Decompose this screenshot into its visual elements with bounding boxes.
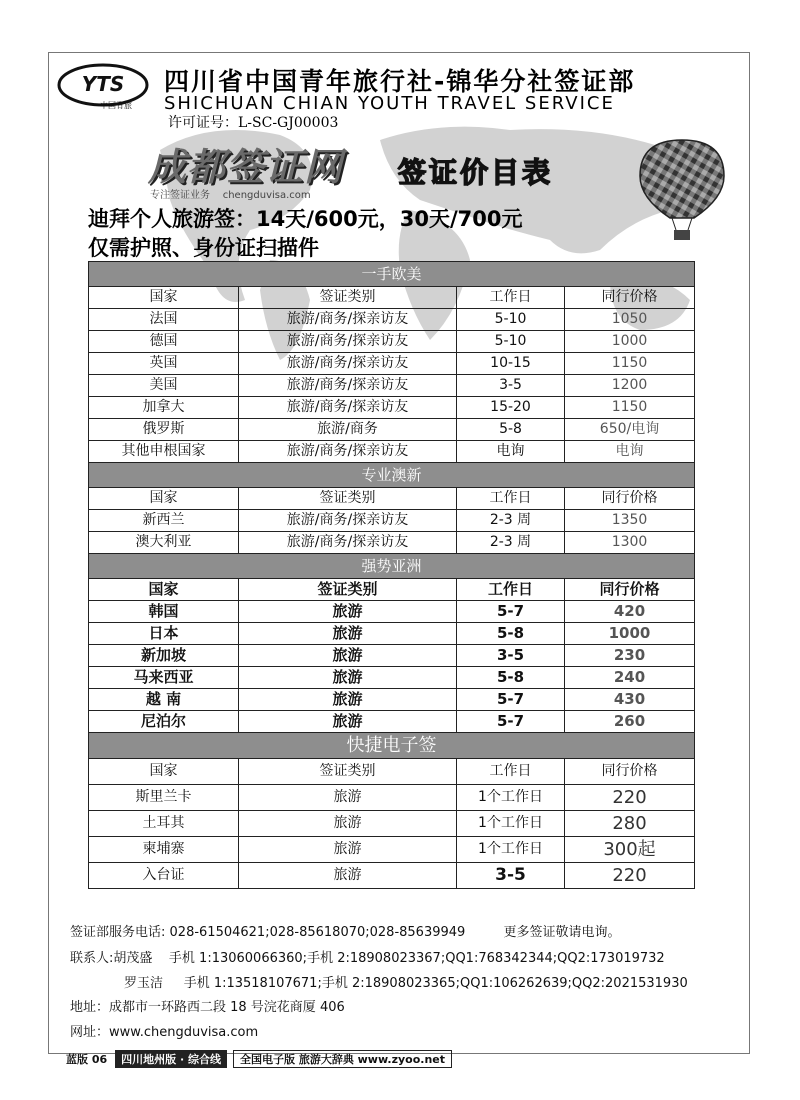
cell-work-days: 5-7: [457, 601, 565, 623]
table-row: [89, 601, 695, 623]
contact-1-detail[interactable]: 手机 1:13060066360;手机 2:18908023367;QQ1:768342344;QQ2:173019732: [168, 951, 665, 966]
cell-work-days: 电询: [457, 441, 565, 463]
cell-work-days: 3-5: [457, 645, 565, 667]
cell-work-days: 2-3 周: [457, 510, 565, 532]
promo-requirement: 仅需护照、身份证扫描件: [88, 236, 319, 260]
cell-visa-type: 旅游: [239, 623, 457, 645]
table-row: [89, 689, 695, 711]
service-phone-line: [70, 921, 620, 940]
section-header-asia: [89, 554, 695, 579]
cell-price: 280: [565, 811, 695, 837]
section-title: 专业澳新: [89, 463, 695, 488]
cell-price: 220: [565, 785, 695, 811]
footer-edition: 四川地州版 · 综合线: [115, 1050, 227, 1068]
org-name-english: SHICHUAN CHIAN YOUTH TRAVEL SERVICE: [164, 93, 615, 114]
cell-country: 美国: [89, 375, 239, 397]
phone-label: 签证部服务电话:: [70, 925, 166, 940]
cell-visa-type: 旅游/商务/探亲访友: [239, 353, 457, 375]
cell-visa-type: 旅游/商务/探亲访友: [239, 441, 457, 463]
column-header-visa-type: 签证类别: [239, 759, 457, 785]
cell-visa-type: 旅游/商务/探亲访友: [239, 532, 457, 554]
cell-country: 土耳其: [89, 811, 239, 837]
cell-work-days: 15-20: [457, 397, 565, 419]
table-row: [89, 441, 695, 463]
cell-price: 1000: [565, 623, 695, 645]
cell-work-days: 5-8: [457, 419, 565, 441]
contact-person-1: [70, 947, 665, 966]
cell-visa-type: 旅游/商务/探亲访友: [239, 331, 457, 353]
cell-visa-type: 旅游: [239, 689, 457, 711]
column-header-price: 同行价格: [565, 287, 695, 309]
svg-text:YTS: YTS: [81, 72, 125, 96]
cell-price: 1200: [565, 375, 695, 397]
column-header-price: 同行价格: [565, 579, 695, 601]
cell-work-days: 5-8: [457, 667, 565, 689]
column-header-row: [89, 759, 695, 785]
cell-price: 1050: [565, 309, 695, 331]
cell-work-days: 5-10: [457, 309, 565, 331]
cell-work-days: 5-8: [457, 623, 565, 645]
cell-visa-type: 旅游/商务/探亲访友: [239, 309, 457, 331]
cell-price: 240: [565, 667, 695, 689]
cell-work-days: 5-10: [457, 331, 565, 353]
contact-person-2: [124, 972, 688, 991]
cell-visa-type: 旅游: [239, 711, 457, 733]
cell-visa-type: 旅游/商务: [239, 419, 457, 441]
table-row: [89, 645, 695, 667]
cell-price: 300起: [565, 837, 695, 863]
phone-numbers[interactable]: 028-61504621;028-85618070;028-85639949: [169, 925, 466, 940]
table-row: [89, 510, 695, 532]
table-row: [89, 811, 695, 837]
cyts-logo: [56, 58, 150, 112]
address-line: 地址：成都市一环路西二段 18 号浣花商厦 406: [70, 1000, 345, 1015]
cell-work-days: 1个工作日: [457, 811, 565, 837]
column-header-visa-type: 签证类别: [239, 579, 457, 601]
org-name-chinese: 四川省中国青年旅行社-锦华分社签证部: [164, 67, 636, 96]
brand-logo-text: 成都签证网: [148, 145, 344, 189]
cell-country: 加拿大: [89, 397, 239, 419]
cell-country: 俄罗斯: [89, 419, 239, 441]
section-title: 快捷电子签: [89, 733, 695, 759]
cell-country: 新加坡: [89, 645, 239, 667]
visa-price-table: [88, 261, 695, 889]
cell-country: 韩国: [89, 601, 239, 623]
table-row: [89, 419, 695, 441]
section-header-europe: [89, 262, 695, 287]
cell-visa-type: 旅游: [239, 837, 457, 863]
cell-work-days: 5-7: [457, 689, 565, 711]
table-row: [89, 375, 695, 397]
license-number: 许可证号：L-SC-GJ00003: [168, 115, 339, 131]
table-row: [89, 309, 695, 331]
section-header-evisa: [89, 733, 695, 759]
cell-country: 入台证: [89, 863, 239, 889]
cell-price: 430: [565, 689, 695, 711]
table-row: [89, 863, 695, 889]
footer-tagline: 全国电子版 旅游大辞典 www.zyoo.net: [233, 1050, 452, 1068]
page-footer: [66, 1049, 452, 1069]
cell-price: 230: [565, 645, 695, 667]
table-row: [89, 331, 695, 353]
table-row: [89, 353, 695, 375]
cell-work-days: 10-15: [457, 353, 565, 375]
cell-country: 尼泊尔: [89, 711, 239, 733]
cell-visa-type: 旅游: [239, 785, 457, 811]
cell-visa-type: 旅游: [239, 645, 457, 667]
cell-country: 柬埔寨: [89, 837, 239, 863]
cell-visa-type: 旅游/商务/探亲访友: [239, 510, 457, 532]
column-header-row: [89, 287, 695, 309]
cell-price: 1300: [565, 532, 695, 554]
table-row: [89, 532, 695, 554]
cell-price: 1000: [565, 331, 695, 353]
column-header-price: 同行价格: [565, 759, 695, 785]
cell-price: 260: [565, 711, 695, 733]
more-info-note: 更多签证敬请电询。: [503, 925, 621, 940]
cell-country: 其他申根国家: [89, 441, 239, 463]
website-link[interactable]: 网址：www.chengduvisa.com: [70, 1025, 259, 1040]
column-header-visa-type: 签证类别: [239, 488, 457, 510]
cell-work-days: 1个工作日: [457, 837, 565, 863]
table-row: [89, 397, 695, 419]
column-header-work-days: 工作日: [457, 579, 565, 601]
cell-country: 日本: [89, 623, 239, 645]
cell-country: 德国: [89, 331, 239, 353]
cell-country: 斯里兰卡: [89, 785, 239, 811]
column-header-row: [89, 488, 695, 510]
cell-visa-type: 旅游: [239, 811, 457, 837]
column-header-work-days: 工作日: [457, 287, 565, 309]
cell-price: 1350: [565, 510, 695, 532]
cell-country: 澳大利亚: [89, 532, 239, 554]
column-header-price: 同行价格: [565, 488, 695, 510]
cell-price: 220: [565, 863, 695, 889]
svg-text:中国青旅: 中国青旅: [100, 101, 132, 110]
cell-country: 马来西亚: [89, 667, 239, 689]
cell-price: 1150: [565, 353, 695, 375]
cell-work-days: 5-7: [457, 711, 565, 733]
cell-price: 1150: [565, 397, 695, 419]
column-header-country: 国家: [89, 579, 239, 601]
cell-work-days: 3-5: [457, 375, 565, 397]
cell-work-days: 3-5: [457, 863, 565, 889]
brand-domain: chengduvisa.com: [222, 190, 311, 201]
table-row: [89, 667, 695, 689]
cell-visa-type: 旅游/商务/探亲访友: [239, 397, 457, 419]
section-title: 强势亚洲: [89, 554, 695, 579]
cell-country: 越 南: [89, 689, 239, 711]
column-header-work-days: 工作日: [457, 488, 565, 510]
cell-price: 650/电询: [565, 419, 695, 441]
cell-country: 法国: [89, 309, 239, 331]
table-row: [89, 837, 695, 863]
brand-tagline: 专注签证业务: [150, 190, 210, 201]
dubai-visa-promo: 迪拜个人旅游签：14天/600元，30天/700元: [88, 207, 523, 231]
section-title: 一手欧美: [89, 262, 695, 287]
contact-1-label: 联系人:胡茂盛: [70, 951, 153, 966]
section-header-oceania: [89, 463, 695, 488]
cell-country: 新西兰: [89, 510, 239, 532]
table-row: [89, 623, 695, 645]
column-header-row: [89, 579, 695, 601]
column-header-country: 国家: [89, 488, 239, 510]
cell-price: 电询: [565, 441, 695, 463]
cell-visa-type: 旅游: [239, 667, 457, 689]
price-list-title: 签证价目表: [398, 156, 554, 189]
footer-page-number: 蓝版 06: [66, 1053, 108, 1066]
column-header-visa-type: 签证类别: [239, 287, 457, 309]
cell-price: 420: [565, 601, 695, 623]
contact-2-name: 罗玉洁: [124, 976, 164, 991]
cell-visa-type: 旅游/商务/探亲访友: [239, 375, 457, 397]
cell-visa-type: 旅游: [239, 601, 457, 623]
cell-work-days: 1个工作日: [457, 785, 565, 811]
cell-country: 英国: [89, 353, 239, 375]
column-header-country: 国家: [89, 287, 239, 309]
contact-2-detail[interactable]: 手机 1:13518107671;手机 2:18908023365;QQ1:106262639;QQ2:2021531930: [183, 976, 688, 991]
cell-visa-type: 旅游: [239, 863, 457, 889]
table-row: [89, 711, 695, 733]
brand-subtitle: [150, 186, 311, 201]
hot-air-balloon-graphic: [636, 136, 728, 244]
cell-work-days: 2-3 周: [457, 532, 565, 554]
column-header-work-days: 工作日: [457, 759, 565, 785]
column-header-country: 国家: [89, 759, 239, 785]
table-row: [89, 785, 695, 811]
